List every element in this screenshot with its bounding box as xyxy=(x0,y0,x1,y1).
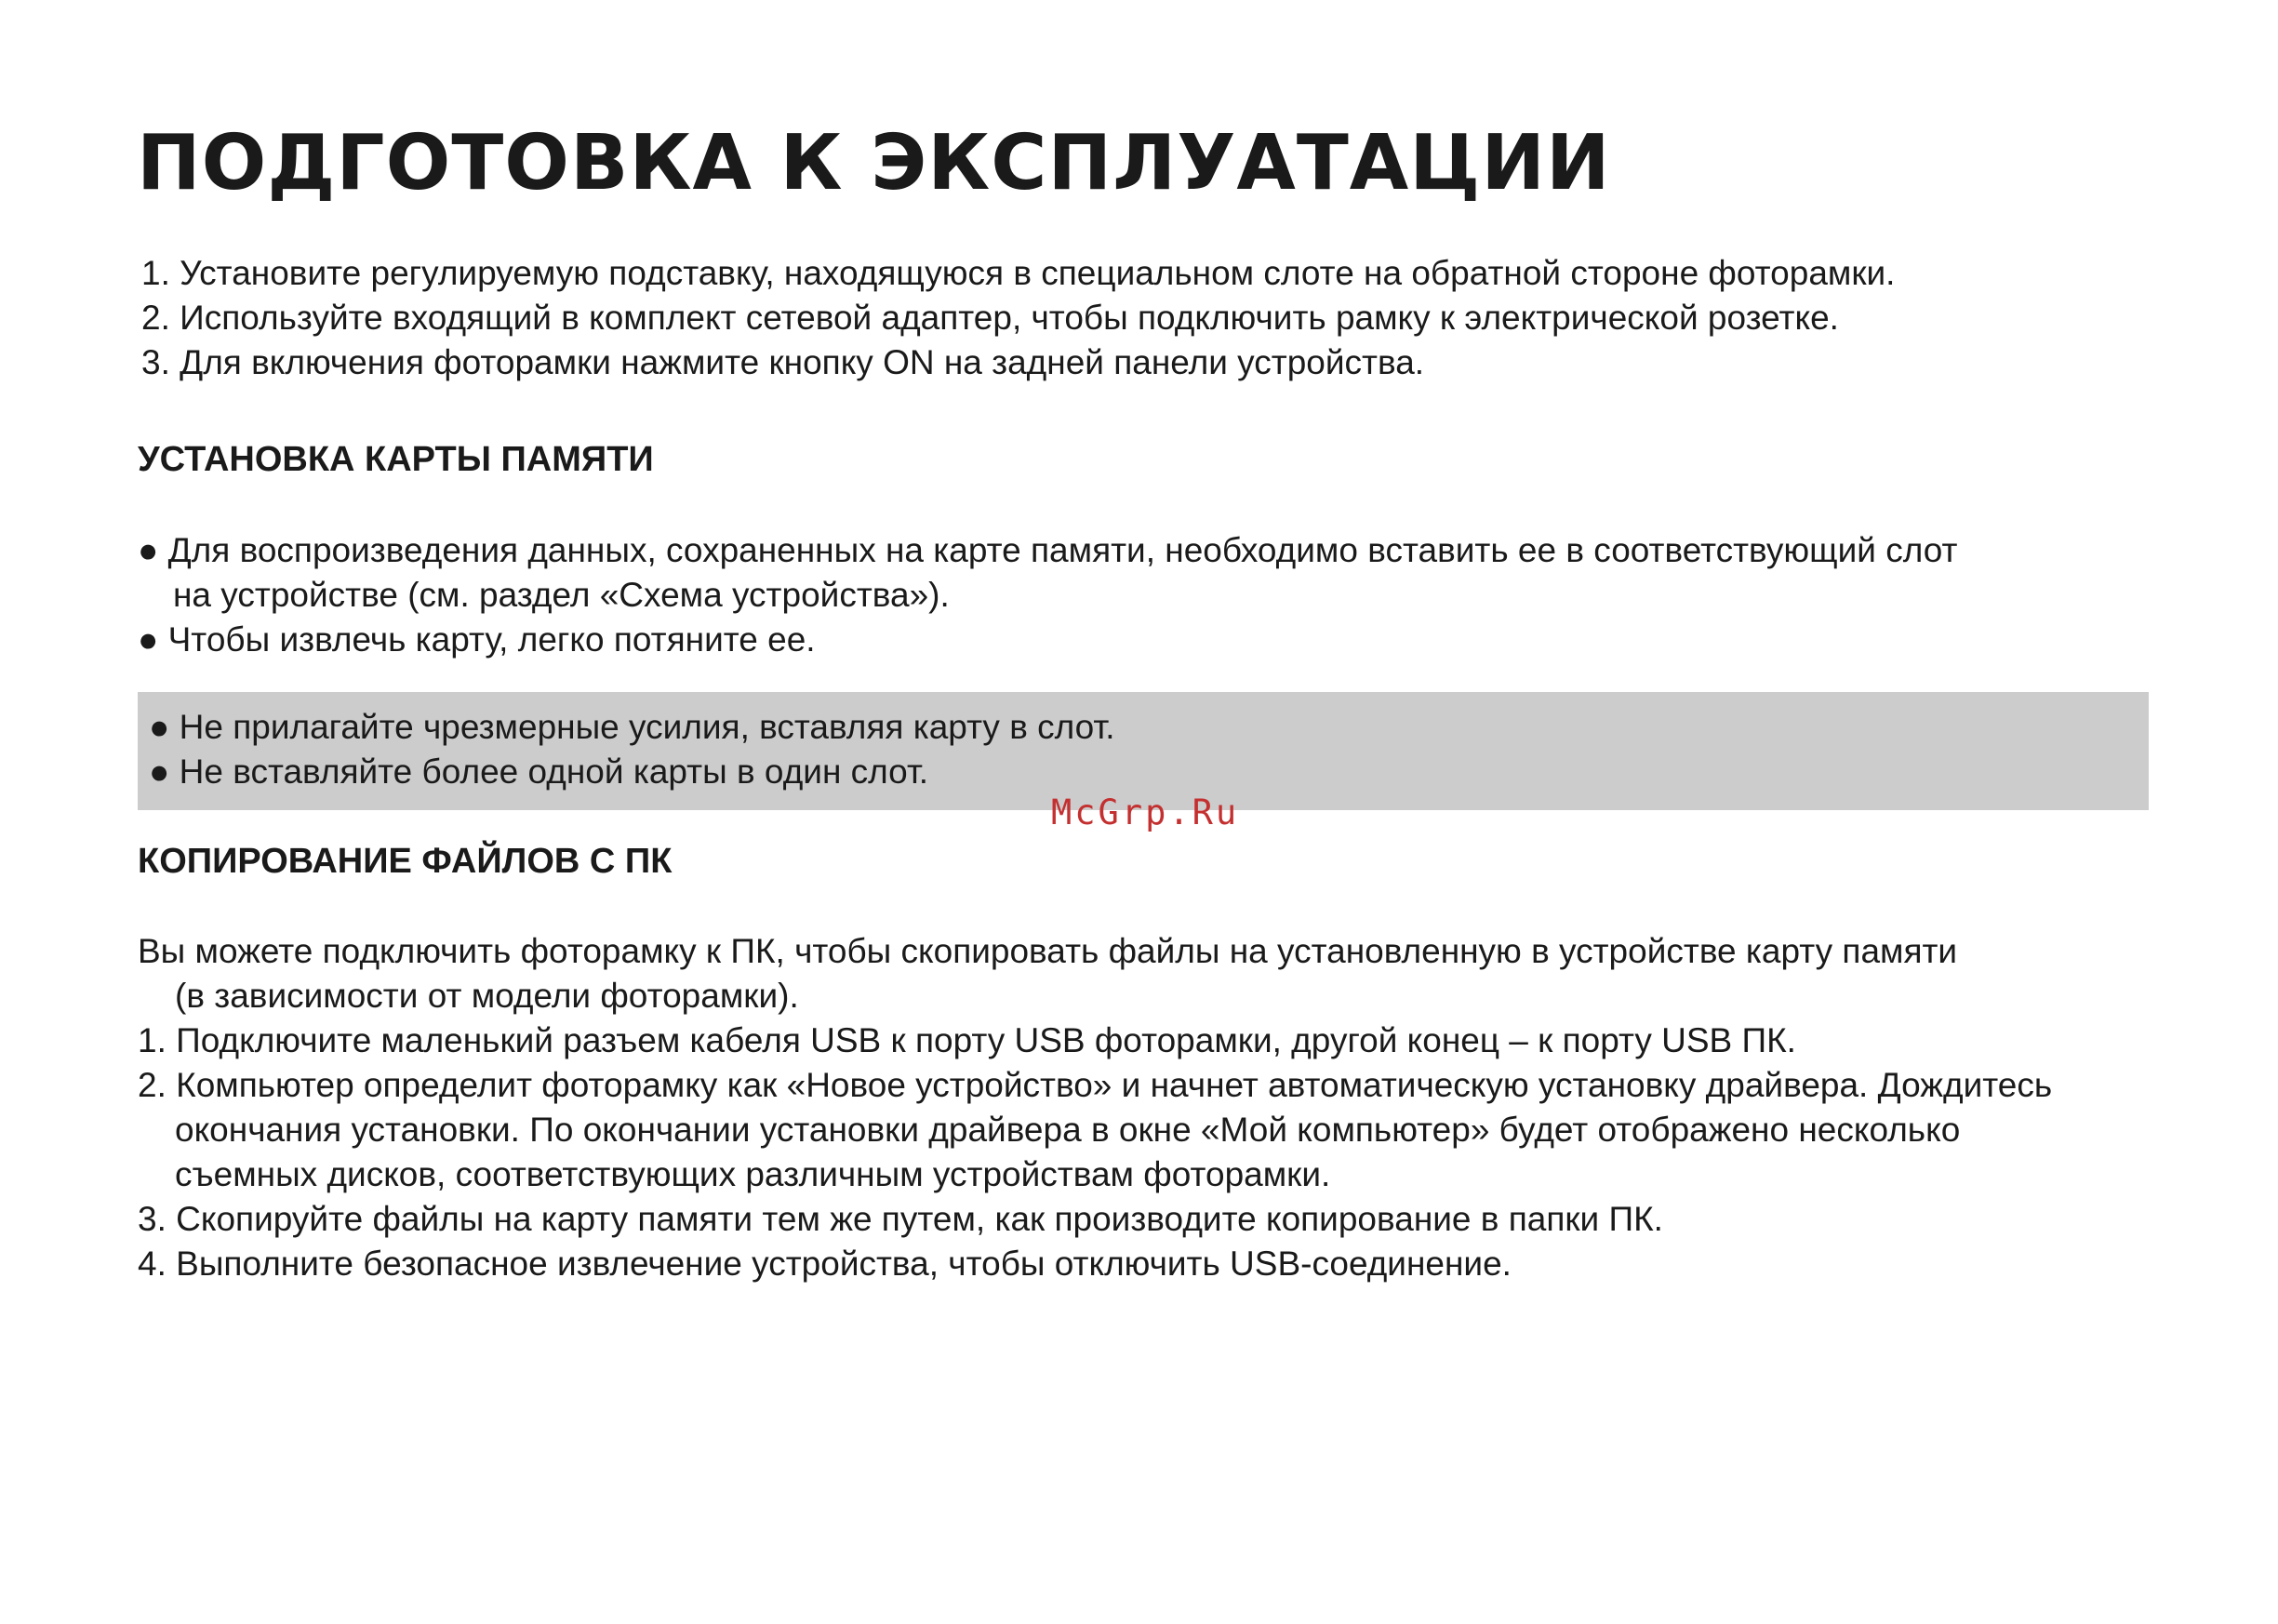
copy-files-body xyxy=(138,929,2052,1286)
copy-step-2-continued-2: съемных дисков, соответствующих различным устройствам фоторамки. xyxy=(175,1155,1331,1193)
copy-files-intro-continued: (в зависимости от модели фоторамки). xyxy=(175,977,799,1015)
memory-card-bullet-1-continued: на устройстве (см. раздел «Схема устройства»). xyxy=(173,576,950,614)
warning-list xyxy=(149,705,1115,794)
memory-card-bullets xyxy=(138,528,1957,662)
intro-steps xyxy=(141,251,1895,385)
watermark-text: McGrp.Ru xyxy=(1051,792,1240,832)
copy-step-1: 1. Подключите маленький разъем кабеля USB к порту USB фоторамки, другой конец – к порту USB ПК. xyxy=(138,1021,1796,1059)
page-title: ПОДГОТОВКА К ЭКСПЛУАТАЦИИ xyxy=(137,119,1611,207)
copy-step-4: 4. Выполните безопасное извлечение устройства, чтобы отключить USB-соединение. xyxy=(138,1245,1512,1283)
copy-files-heading: КОПИРОВАНИЕ ФАЙЛОВ С ПК xyxy=(138,842,673,881)
intro-step-2: 2. Используйте входящий в комплект сетевой адаптер, чтобы подключить рамку к электрической розетке. xyxy=(141,299,1839,337)
memory-card-bullet-2: ● Чтобы извлечь карту, легко потяните ее. xyxy=(138,620,816,659)
warning-item-1: ● Не прилагайте чрезмерные усилия, вставляя карту в слот. xyxy=(149,708,1115,746)
memory-card-heading: УСТАНОВКА КАРТЫ ПАМЯТИ xyxy=(138,440,654,479)
copy-step-3: 3. Скопируйте файлы на карту памяти тем же путем, как производите копирование в папки ПК. xyxy=(138,1200,1663,1238)
intro-step-3: 3. Для включения фоторамки нажмите кнопку ON на задней панели устройства. xyxy=(141,343,1425,381)
warning-item-2: ● Не вставляйте более одной карты в один слот. xyxy=(149,752,929,791)
copy-step-2: 2. Компьютер определит фоторамку как «Новое устройство» и начнет автоматическую установку драйвера. Дождитесь xyxy=(138,1066,2053,1104)
memory-card-bullet-1: ● Для воспроизведения данных, сохраненных на карте памяти, необходимо вставить ее в соответствующий слот xyxy=(138,531,1958,569)
intro-step-1: 1. Установите регулируемую подставку, находящуюся в специальном слоте на обратной стороне фоторамки. xyxy=(141,254,1896,292)
copy-files-intro: Вы можете подключить фоторамку к ПК, чтобы скопировать файлы на установленную в устройстве карту памяти xyxy=(138,932,1958,970)
copy-step-2-continued: окончания установки. По окончании установки драйвера в окне «Мой компьютер» будет отображено несколько xyxy=(175,1111,1961,1149)
